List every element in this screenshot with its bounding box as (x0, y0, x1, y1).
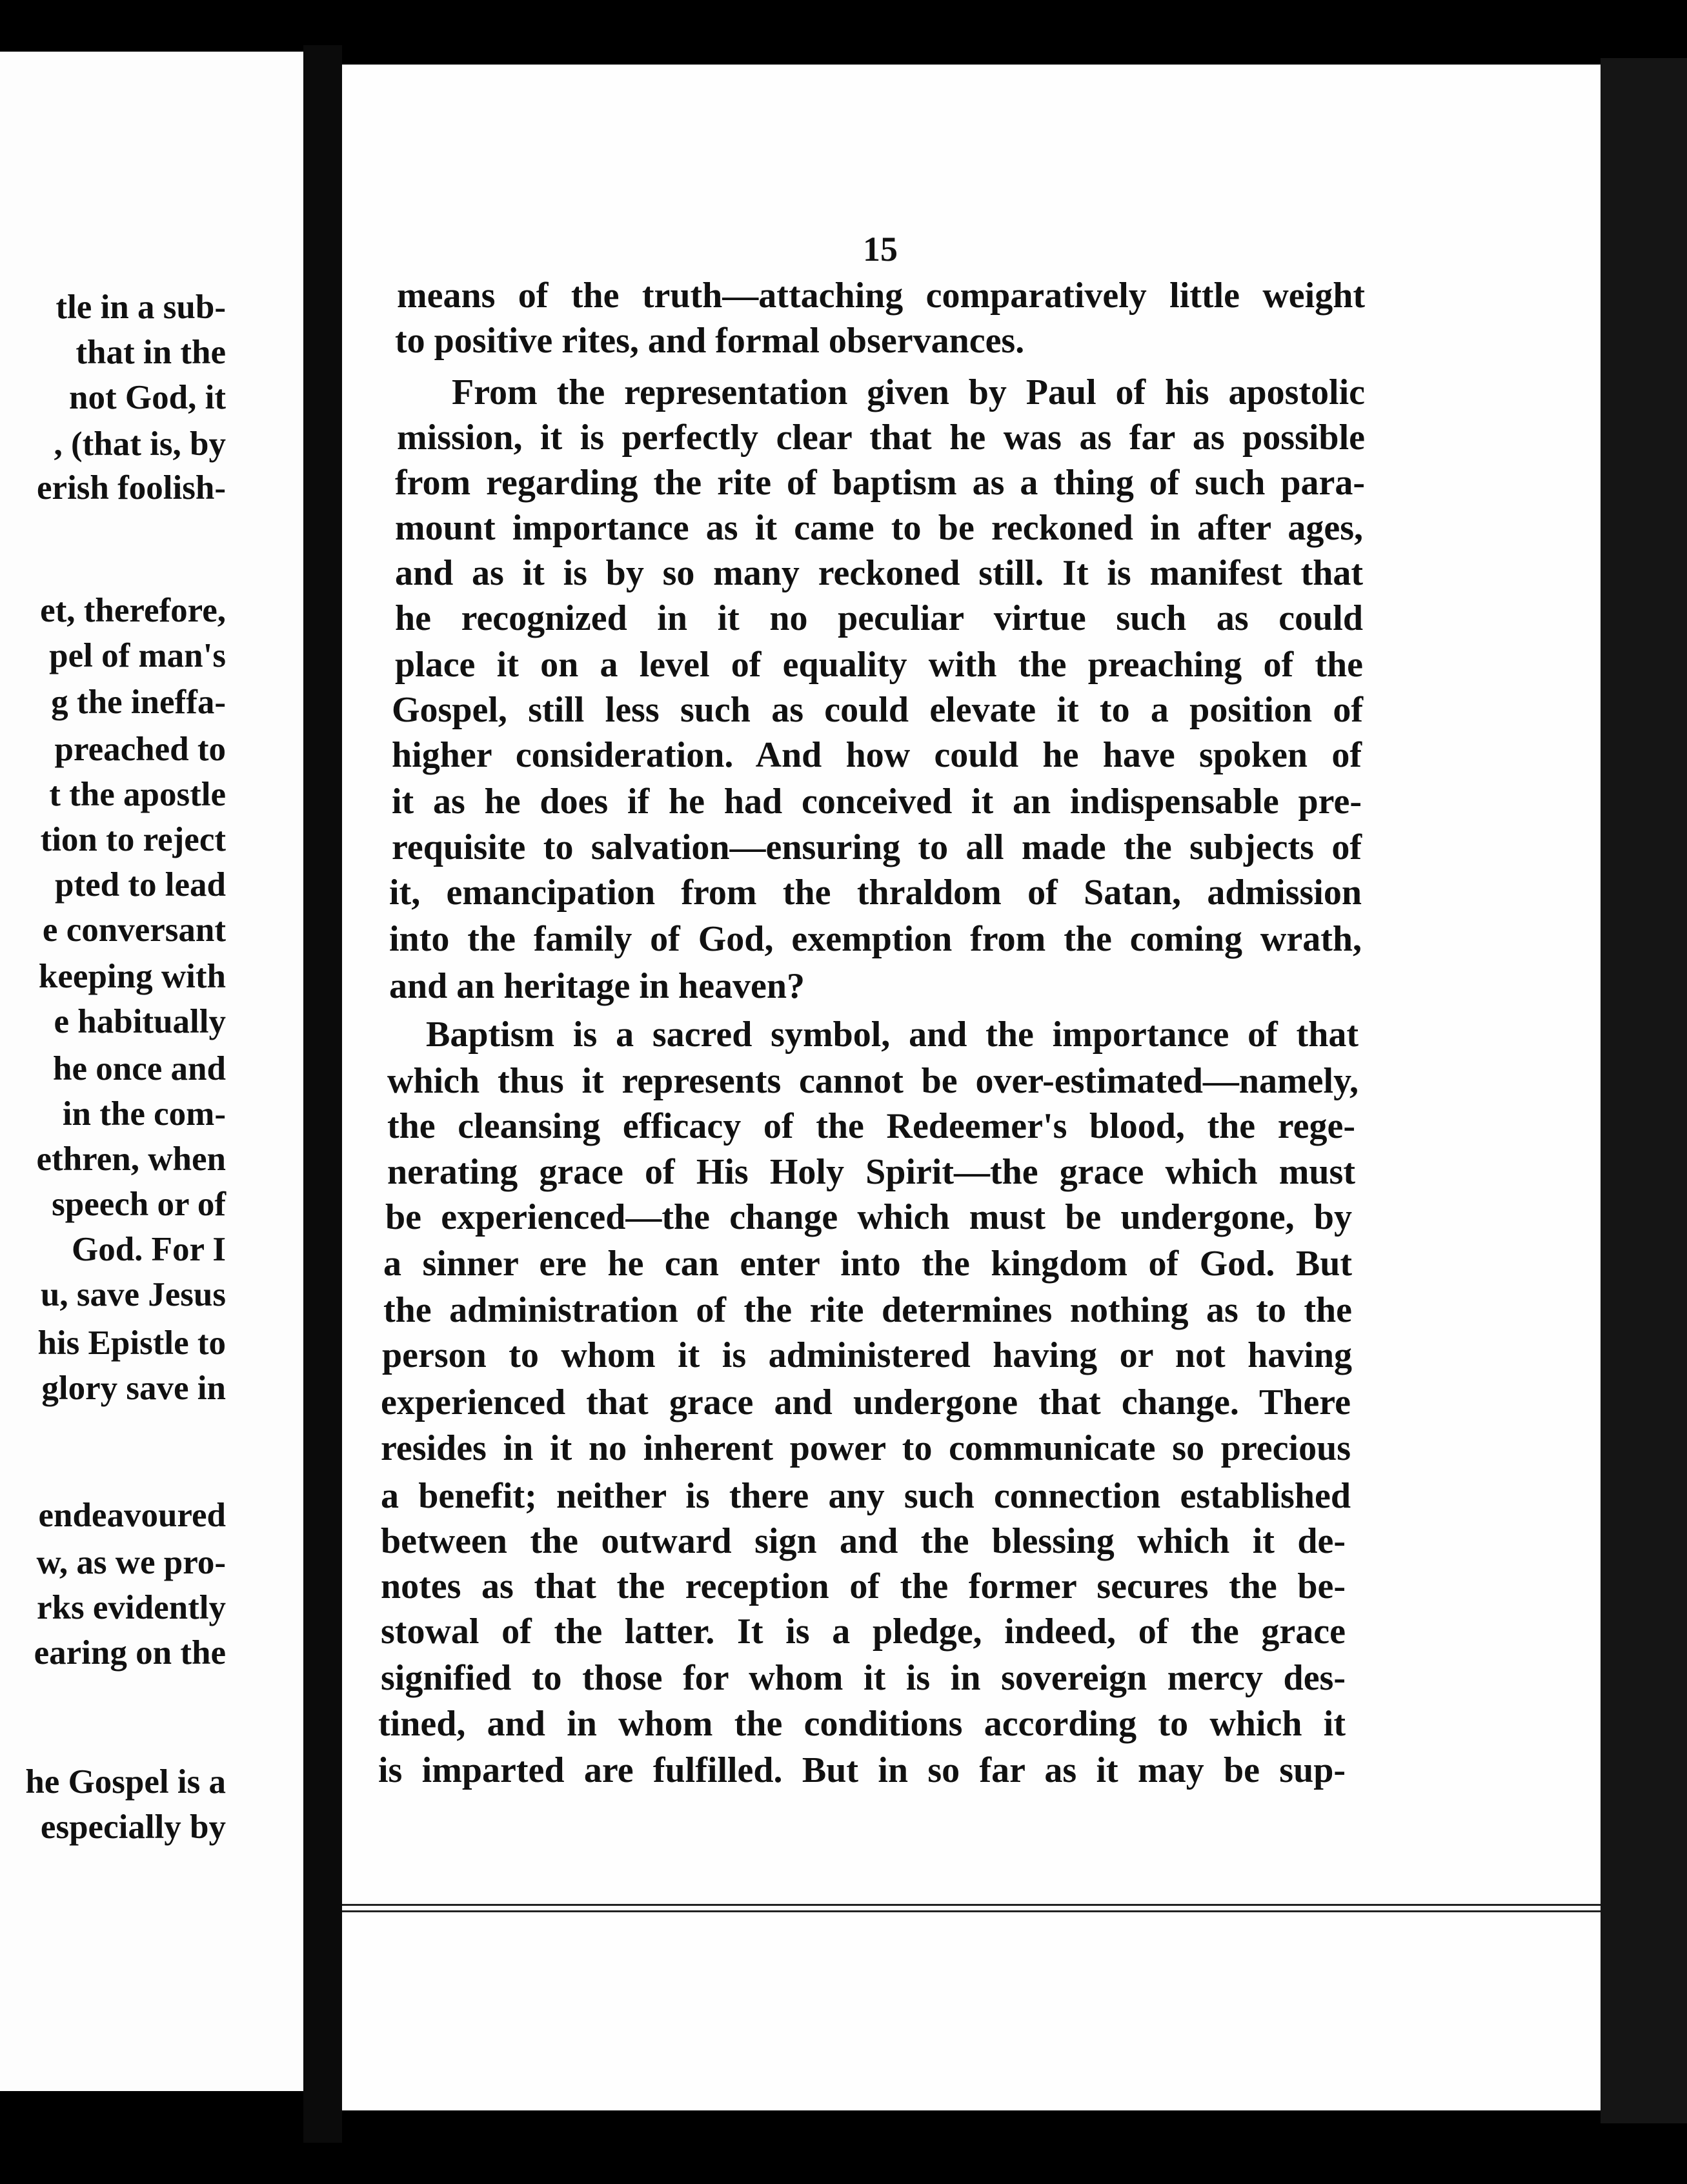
body-text-line: mission, it is perfectly clear that he was as far as possible (397, 418, 1365, 458)
left-page-line: he Gospel is a (25, 1763, 226, 1801)
left-page-line: et, therefore, (40, 592, 226, 629)
page-number: 15 (863, 230, 898, 268)
body-text-line: Gospel, still less such as could elevate it to a position of (392, 690, 1363, 730)
body-text-line: a sinner ere he can enter into the kingdom of God. But (383, 1244, 1352, 1284)
left-page-line: tion to reject (40, 821, 226, 858)
left-page-line: endeavoured (38, 1497, 226, 1534)
body-text-line: a benefit; neither is there any such connection established (381, 1476, 1351, 1516)
left-page-line: t the apostle (49, 776, 226, 813)
body-text-line: tined, and in whom the conditions according to which it (378, 1704, 1346, 1744)
body-text-line: and as it is by so many reckoned still. It is manifest that (395, 553, 1363, 593)
left-page-line: speech or of (52, 1186, 226, 1223)
page-edge-shadow (1601, 58, 1687, 2123)
left-page-line: not God, it (69, 379, 226, 416)
body-text-line: experienced that grace and undergone that change. There (381, 1382, 1351, 1422)
body-text-line: person to whom it is administered having or not having (382, 1335, 1352, 1375)
body-text-line: mount importance as it came to be reckoned in after ages, (395, 508, 1363, 548)
body-text-line: and an heritage in heaven? (389, 966, 805, 1006)
body-text-line: to positive rites, and formal observances. (395, 321, 1025, 361)
body-text-line: nerating grace of His Holy Spirit—the grace which must (387, 1152, 1355, 1192)
right-page (342, 65, 1601, 2110)
body-text-line: notes as that the reception of the former secures the be- (381, 1566, 1346, 1606)
body-text-line: requisite to salvation—ensuring to all made the subjects of (392, 827, 1362, 867)
left-page (0, 52, 303, 2091)
left-page-line: ethren, when (36, 1140, 226, 1178)
left-page-line: e conversant (42, 911, 226, 949)
page-bottom-rule (342, 1910, 1601, 1912)
body-text-line: into the family of God, exemption from the coming wrath, (389, 919, 1362, 959)
body-text-line: resides in it no inherent power to communicate so precious (381, 1428, 1351, 1468)
left-page-line: w, as we pro- (36, 1544, 226, 1581)
left-page-line: pel of man's (49, 637, 226, 674)
left-page-line: in the com- (62, 1095, 226, 1133)
body-text-line: it, emancipation from the thraldom of Satan, admission (389, 873, 1362, 913)
book-gutter (303, 45, 342, 2143)
body-text-line: signified to those for whom it is in sovereign mercy des- (381, 1658, 1346, 1698)
page-bottom-rule (342, 1904, 1601, 1906)
body-text-line: the cleansing efficacy of the Redeemer's blood, the rege- (387, 1106, 1355, 1146)
left-page-line: especially by (40, 1808, 226, 1846)
left-page-line: glory save in (41, 1370, 226, 1407)
left-page-line: that in the (76, 334, 226, 371)
body-text-line: which thus it represents cannot be over-estimated—namely, (387, 1061, 1359, 1101)
left-page-line: erish foolish- (37, 469, 226, 507)
body-text-line: stowal of the latter. It is a pledge, indeed, of the grace (381, 1612, 1346, 1652)
body-text-line: place it on a level of equality with the preaching of the (395, 645, 1363, 685)
left-page-line: earing on the (34, 1634, 226, 1672)
body-text-line: be experienced—the change which must be undergone, by (385, 1197, 1352, 1237)
left-page-line: keeping with (38, 958, 226, 995)
body-text-line: Baptism is a sacred symbol, and the importance of that (426, 1015, 1359, 1055)
left-page-line: he once and (53, 1050, 226, 1087)
body-text-line: is imparted are fulfilled. But in so far as it may be sup- (378, 1750, 1346, 1790)
left-page-line: g the ineffa- (51, 683, 226, 721)
left-page-line: pted to lead (55, 866, 226, 904)
left-page-line: tle in a sub- (56, 288, 226, 326)
body-text-line: higher consideration. And how could he have spoken of (392, 735, 1362, 775)
left-page-line: , (that is, by (54, 425, 226, 463)
body-text-line: from regarding the rite of baptism as a thing of such para- (395, 463, 1365, 503)
left-page-line: rks evidently (37, 1589, 226, 1626)
body-text-line: means of the truth—attaching comparatively little weight (397, 276, 1365, 316)
left-page-line: e habitually (54, 1003, 226, 1040)
left-page-line: u, save Jesus (40, 1276, 226, 1313)
left-page-line: God. For I (71, 1231, 226, 1268)
body-text-line: From the representation given by Paul of his apostolic (452, 372, 1365, 412)
body-text-line: between the outward sign and the blessing which it de- (381, 1521, 1346, 1561)
left-page-line: his Epistle to (37, 1324, 226, 1362)
body-text-line: the administration of the rite determines nothing as to the (383, 1290, 1352, 1330)
left-page-line: preached to (54, 731, 226, 768)
body-text-line: he recognized in it no peculiar virtue such as could (395, 598, 1363, 638)
body-text-line: it as he does if he had conceived it an indispensable pre- (392, 782, 1362, 822)
